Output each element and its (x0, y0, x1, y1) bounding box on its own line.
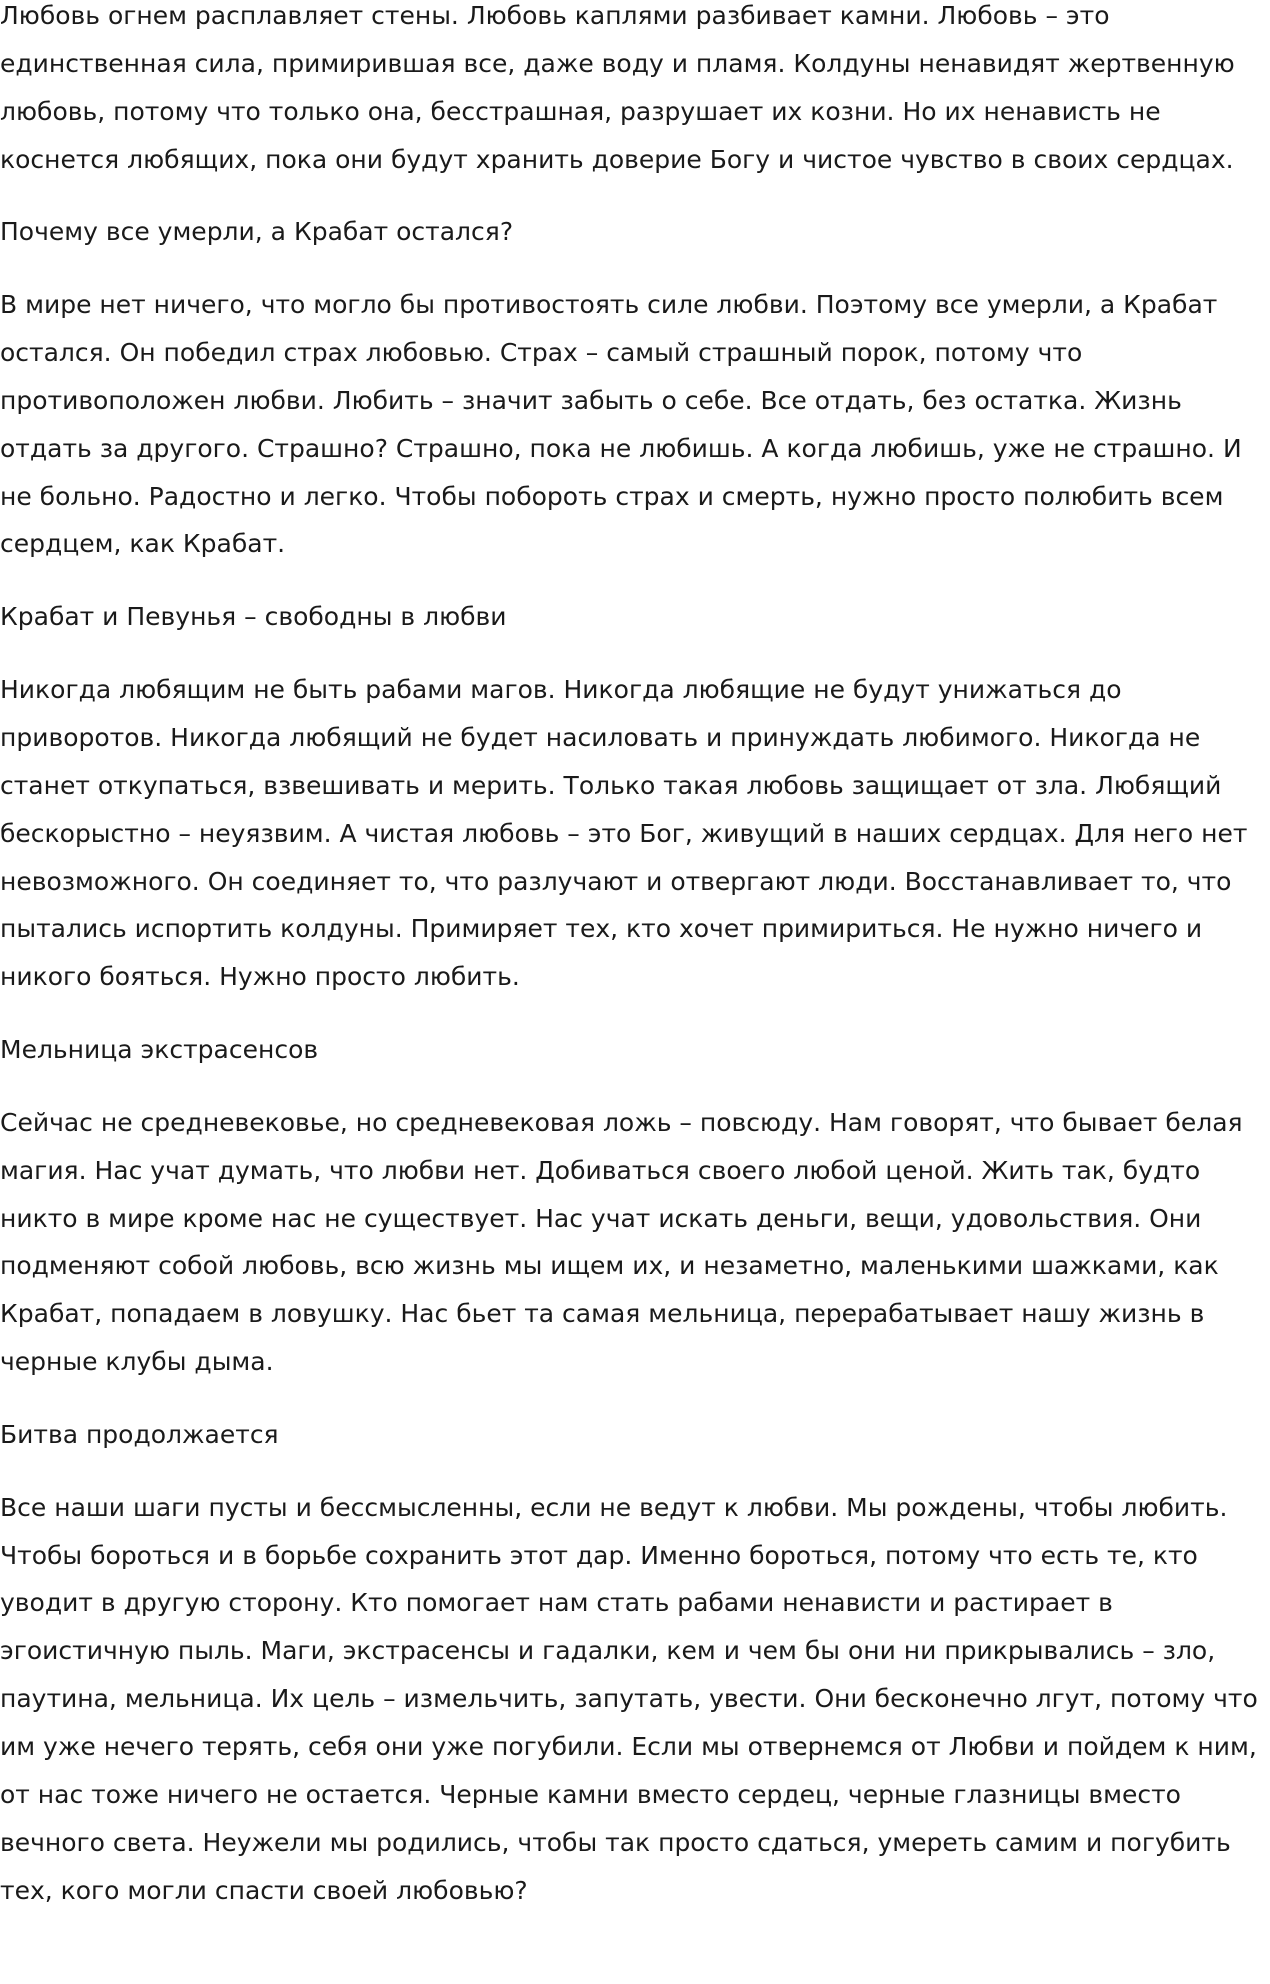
paragraph-love-vs-fear: В мире нет ничего, что могло бы противостоять силе любви. Поэтому все умерли, а Крабат остался. Он победил страх любовью. Страх – самый страшный порок, потому что противоположен любви. Любить – значит забыть о себе. Все отдать, без остатка. Жизнь отдать за другого. Страшно? Страшно, пока не любишь. А когда любишь, уже не страшно. И не больно. Радостно и легко. Чтобы побороть страх и смерть, нужно просто полюбить всем сердцем, как Крабат. (0, 290, 1242, 559)
paragraph-intro: Любовь огнем расплавляет стены. Любовь каплями разбивает камни. Любовь – это единственная сила, примирившая все, даже воду и пламя. Колдуны ненавидят жертвенную любовь, потому что только она, бесстрашная, разрушает их козни. Но их ненависть не коснется любящих, пока они будут хранить доверие Богу и чистое чувство в своих сердцах. (0, 1, 1235, 174)
section-heading-free-in-love: Крабат и Певунья – свободны в любви (0, 602, 507, 632)
section-heading-battle-continues: Битва продолжается (0, 1419, 279, 1449)
paragraph-never-slaves: Никогда любящим не быть рабами магов. Никогда любящие не будут унижаться до приворотов. Никогда любящий не будет насиловать и принуждать любимого. Никогда не станет откупаться, взвешивать и мерить. Только такая любовь защищает от зла. Любящий бескорыстно – неуязвим. А чистая любовь – это Бог, живущий в наших сердцах. Для него нет невозможного. Он соединяет то, что разлучают и отвергают люди. Восстанавливает то, что пытались испортить колдуны. Примиряет тех, кто хочет примириться. Не нужно ничего и никого бояться. Нужно просто любить. (0, 675, 1248, 992)
paragraph-medieval-lie: Сейчас не средневековье, но средневековая ложь – повсюду. Нам говорят, что бывает белая магия. Нас учат думать, что любви нет. Добиваться своего любой ценой. Жить так, будто никто в мире кроме нас не существует. Нас учат искать деньги, вещи, удовольствия. Они подменяют собой любовь, всю жизнь мы ищем их, и незаметно, маленькими шажками, как Крабат, попадаем в ловушку. Нас бьет та самая мельница, перерабатывает нашу жизнь в черные клубы дыма. (0, 1107, 1243, 1377)
section-heading-why-krabat-survived: Почему все умерли, а Крабат остался? (0, 217, 514, 247)
paragraph-born-to-love: Все наши шаги пусты и бессмысленны, если не ведут к любви. Мы рождены, чтобы любить. Чтобы бороться и в борьбе сохранить этот дар. Именно бороться, потому что есть те, кто уводит в другую сторону. Кто помогает нам стать рабами ненависти и растирает в эгоистичную пыль. Маги, экстрасенсы и гадалки, кем и чем бы они ни прикрывались – зло, паутина, мельница. Их цель – измельчить, запутать, увести. Они бесконечно лгут, потому что им уже нечего терять, себя они уже погубили. Если мы отвернемся от Любви и пойдем к ним, от нас тоже ничего не остается. Черные камни вместо сердец, черные глазницы вместо вечного света. Неужели мы родились, чтобы так просто сдаться, умереть самим и погубить тех, кого могли спасти своей любовью? (0, 1492, 1258, 1905)
section-heading-psychics-mill: Мельница экстрасенсов (0, 1035, 319, 1065)
